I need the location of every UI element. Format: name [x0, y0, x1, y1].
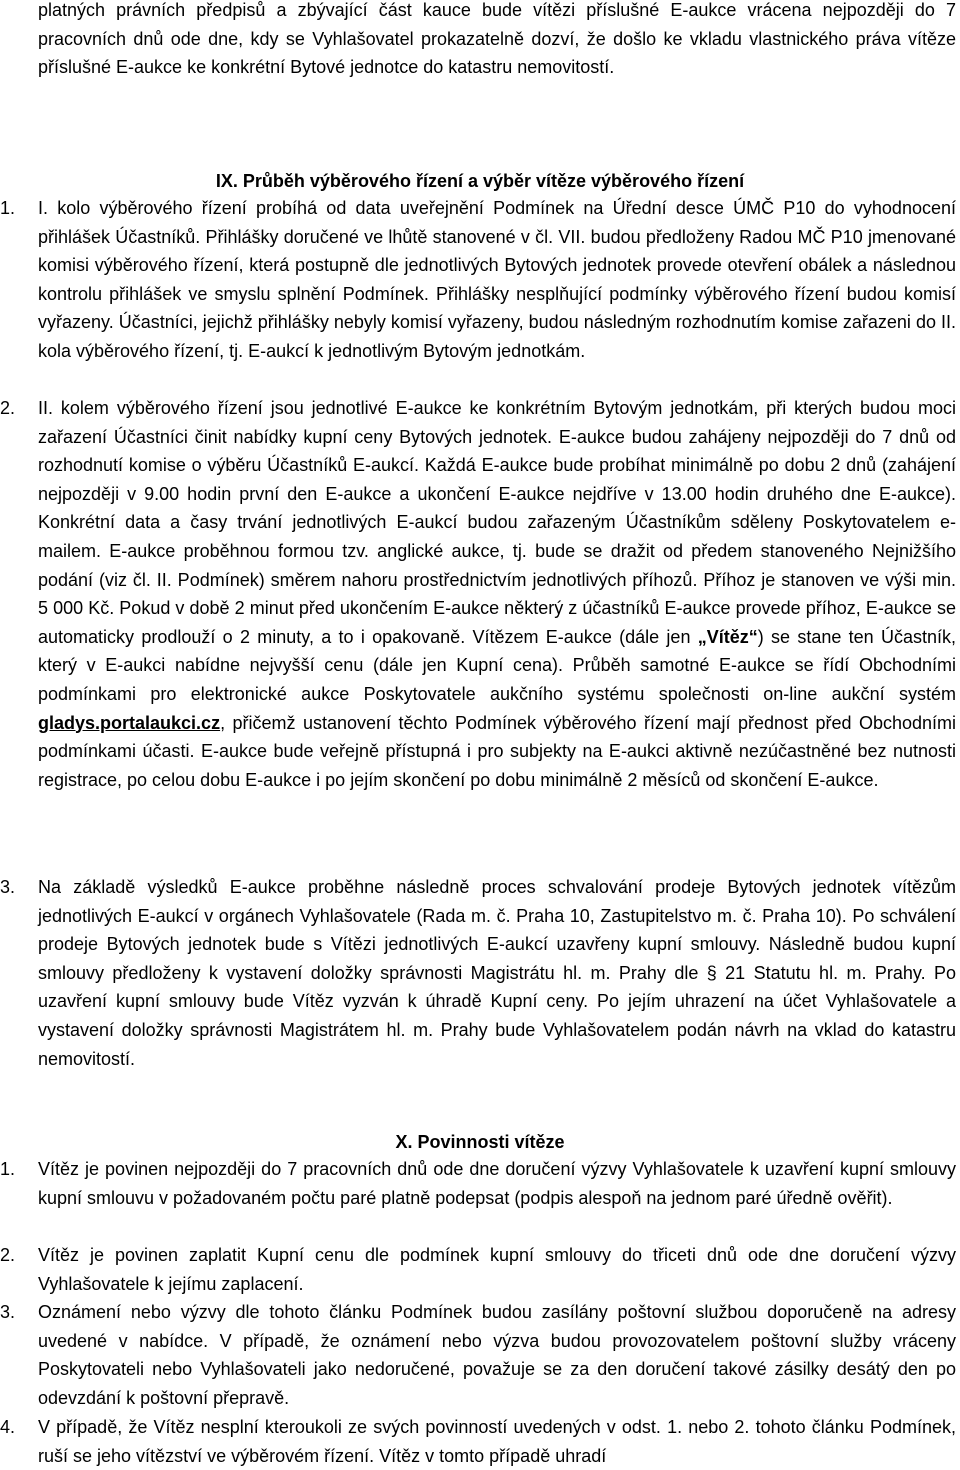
- item-number: 2.: [0, 1245, 16, 1265]
- item-text: Na základě výsledků E-aukce proběhne následně proces schvalování prodeje Bytových jednotek vítězům jednotlivých E-aukcí v orgánech Vyhlašovatele (Rada m. č. Praha 10, Zastupitelstvo m. č. Praha 10). Po schválení prodeje Bytových jednotek bude s Vítězi jednotlivých E-aukcí uzavřeny kupní smlouvy. Následně budou kupní smlouvy předloženy k vystavení doložky správnosti Magistrátu hl. m. Prahy dle § 21 Statutu hl. m. Prahy. Po uzavření kupní smlouvy bude Vítěz vyzván k úhradě Kupní ceny. Po jejím uhrazení na účet Vyhlašovatele a vystavení doložky správnosti Magistrátem hl. m. Prahy bude Vyhlašovatelem podán návrh na vklad do katastru nemovitostí.: [38, 877, 956, 1069]
- item-text-part: II. kolem výběrového řízení jsou jednotlivé E-aukce ke konkrétním Bytovým jednotkám, při kterých budou moci zařazení Účastníci činit nabídky kupní ceny Bytových jednotek. E-aukce budou zahájeny nejpozději do 7 dnů od rozhodnutí komise o výběru Účastníků E-aukcí. Každá E-aukce bude probíhat minimálně po dobu 2 dnů (zahájení nejpozději v 9.00 hodin první den E-aukce a ukončení E-aukce nejdříve v 13.00 hodin druhého dne E-aukce). Konkrétní data a časy trvání jednotlivých E-aukcí budou zařazeným Účastníkům sděleny Poskytovatelem e-mailem. E-aukce proběhnou formou tzv. anglické aukce, tj. bude se dražit od předem stanoveného Nejnižšího podání (viz čl. II. Podmínek) směrem nahoru prostřednictvím jednotlivých příhozů. Příhoz je stanoven ve výši min. 5 000 Kč. Pokud v době 2 minut před ukončením E-aukce některý z účastníků E-aukce provede příhoz, E-aukce se automaticky prodlouží o 2 minuty, a to i opakovaně. Vítězem E-aukce (dále jen: [38, 398, 956, 647]
- item-text: I. kolo výběrového řízení probíhá od data uveřejnění Podmínek na Úřední desce ÚMČ P10 do vyhodnocení přihlášek Účastníků. Přihlášky doručené ve lhůtě stanovené v čl. VII. budou předloženy Radou MČ P10 jmenované komisi výběrového řízení, která postupně dle jednotlivých Bytových jednotek provede otevření obálek a následnou kontrolu přihlášek ve smyslu splnění Podmínek. Přihlášky nesplňující podmínky výběrového řízení budou komisí vyřazeny. Účastníci, jejichž přihlášky nebyly komisí vyřazeny, budou následným rozhodnutím komise zařazeni do II. kola výběrového řízení, tj. E-aukcí k jednotlivým Bytovým jednotkám.: [38, 198, 956, 361]
- item-number: 1.: [0, 1159, 16, 1179]
- item-number: 4.: [0, 1417, 16, 1437]
- item-number: 3.: [0, 877, 16, 897]
- item-text-part: , přičemž ustanovení těchto Podmínek výběrového řízení mají přednost před Obchodními podmínkami účasti. E-aukce bude veřejně přístupná i pro subjekty na E-aukci aktivně nezúčastněné bez nutnosti registrace, po celou dobu E-aukce i po jejím skončení po dobu minimálně 2 měsíců od skončení E-aukce.: [38, 712, 956, 790]
- vitez-term: „Vítěz“: [697, 626, 758, 647]
- item-number: 1.: [0, 198, 16, 218]
- item-text: Oznámení nebo výzvy dle tohoto článku Podmínek budou zasílány poštovní službou doporučeně na adresy uvedené v nabídce. V případě, že oznámení nebo výzva budou provozovatelem poštovní služby vráceny Poskytovateli nebo Vyhlašovateli jako nedoručené, považuje se za den doručení takové zásilky desátý den po odevzdání k poštovní přepravě.: [38, 1302, 956, 1408]
- item-text: Vítěz je povinen nejpozději do 7 pracovních dnů ode dne doručení výzvy Vyhlašovatele k uzavření kupní smlouvy kupní smlouvu v požadovaném počtu paré platně podepsat (podpis alespoň na jednom paré úředně ověřit).: [38, 1159, 956, 1208]
- item-text: V případě, že Vítěz nesplní kteroukoli ze svých povinností uvedených v odst. 1. nebo 2. tohoto článku Podmínek, ruší se jeho vítězství ve výběrovém řízení. Vítěz v tomto případě uhradí: [38, 1417, 956, 1466]
- item-text: Vítěz je povinen zaplatit Kupní cenu dle podmínek kupní smlouvy do třiceti dnů ode dne doručení výzvy Vyhlašovatele k jejímu zaplacení.: [38, 1245, 956, 1294]
- gladys-link[interactable]: gladys.portalaukci.cz: [38, 712, 221, 733]
- intro-paragraph: platných právních předpisů a zbývající část kauce bude vítězi příslušné E-aukce vrácena nejpozději do 7 pracovních dnů ode dne, kdy se Vyhlašovatel prokazatelně dozví, že došlo ke vkladu vlastnického práva vítěze příslušné E-aukce ke konkrétní Bytové jednotce do katastru nemovitostí.: [38, 0, 956, 78]
- section-x-heading: X. Povinnosti vítěze: [395, 1132, 565, 1152]
- item-number: 3.: [0, 1302, 16, 1322]
- item-number: 2.: [0, 398, 16, 418]
- section-ix-heading: IX. Průběh výběrového řízení a výběr vítěze výběrového řízení: [215, 171, 745, 191]
- item-text-part: ) se stane ten Účastník, který v E-aukci nabídne nejvyšší cenu (dále jen Kupní cena). Průběh samotné E-aukce se řídí Obchodními podmínkami pro elektronické aukce Poskytovatele aukčního systému společnosti on-line aukční systém: [38, 626, 957, 704]
- item-text: [38, 394, 956, 794]
